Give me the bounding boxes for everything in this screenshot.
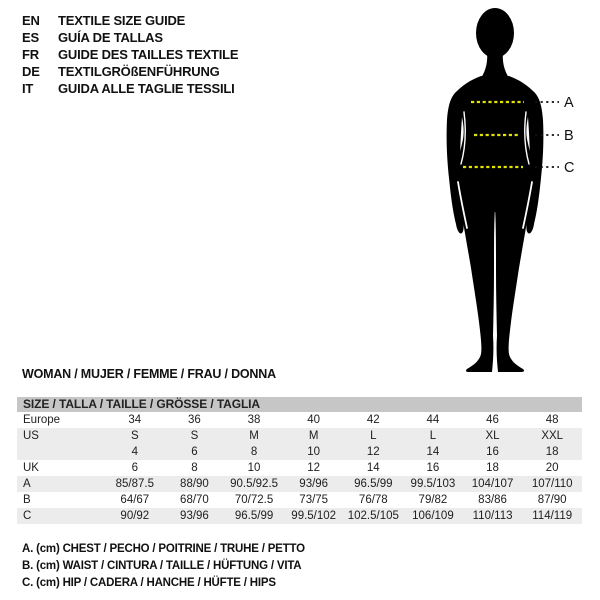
row-label-cell: UK — [23, 462, 39, 474]
size-value-cell: 93/96 — [284, 476, 344, 492]
size-value-cell: 90/92 — [105, 508, 165, 524]
size-table-header-cell: SIZE / TALLA / TAILLE / GRÖSSE / TAGLIA — [17, 397, 582, 412]
size-value-cell: 76/78 — [358, 494, 388, 506]
size-value-cell: 79/82 — [418, 494, 448, 506]
marker-label-a: A — [564, 95, 574, 111]
row-label-cell: A — [17, 476, 105, 492]
size-value-cell: 110/113 — [463, 508, 523, 524]
size-value-cell: 6 — [165, 444, 225, 460]
silhouette-svg — [415, 0, 600, 390]
table-row — [17, 508, 582, 524]
lang-row-es — [22, 29, 238, 46]
woman-silhouette-figure — [415, 0, 600, 390]
size-value-cell: 104/107 — [463, 476, 523, 492]
size-value-cell: 99.5/102 — [284, 508, 344, 524]
size-value-cell: 14 — [366, 462, 380, 474]
size-value-cell: 18 — [486, 462, 499, 474]
legend-chest: A. (cm) CHEST / PECHO / POITRINE / TRUHE / PETTO — [22, 543, 305, 555]
size-value-cell: 38 — [247, 414, 261, 426]
lang-title: GUÍA DE TALLAS — [58, 30, 163, 45]
row-label-cell: C — [17, 508, 105, 524]
lang-code: DE — [22, 64, 40, 79]
size-value-cell: M — [284, 428, 344, 444]
lang-code: ES — [22, 30, 39, 45]
size-value-cell: 40 — [307, 414, 321, 426]
marker-label-c: C — [564, 160, 575, 176]
lang-code: FR — [22, 47, 39, 62]
size-table-header-row — [17, 397, 582, 412]
row-label-cell: Europe — [23, 414, 61, 426]
size-value-cell: 106/109 — [403, 508, 463, 524]
size-value-cell: XL — [463, 428, 523, 444]
lang-row-it — [22, 80, 238, 97]
size-value-cell: 14 — [403, 444, 463, 460]
size-value-cell: 36 — [188, 414, 201, 426]
lang-title: TEXTILE SIZE GUIDE — [58, 13, 186, 28]
size-value-cell: 10 — [247, 462, 261, 474]
lang-row-en — [22, 12, 238, 29]
size-value-cell: 42 — [366, 414, 380, 426]
size-value-cell: 85/87.5 — [105, 476, 165, 492]
lang-code: EN — [22, 13, 40, 28]
size-value-cell: 12 — [307, 462, 321, 474]
marker-label-b: B — [564, 128, 574, 144]
size-value-cell: 73/75 — [299, 494, 329, 506]
silhouette-left-leg — [459, 194, 495, 372]
language-title-block — [22, 12, 238, 97]
row-label-cell: US — [17, 428, 105, 444]
size-value-cell: 12 — [344, 444, 404, 460]
size-value-cell: S — [165, 428, 225, 444]
size-value-cell: 6 — [131, 462, 139, 474]
lang-title: GUIDE DES TAILLES TEXTILE — [58, 47, 239, 62]
size-value-cell: 8 — [191, 462, 198, 474]
table-row — [17, 476, 582, 492]
lang-row-fr — [22, 46, 238, 63]
size-value-cell: 48 — [545, 414, 559, 426]
size-value-cell: 93/96 — [165, 508, 225, 524]
size-value-cell: S — [105, 428, 165, 444]
size-value-cell: L — [344, 428, 404, 444]
size-value-cell: M — [224, 428, 284, 444]
size-value-cell: 16 — [426, 462, 440, 474]
size-value-cell: 83/86 — [478, 494, 507, 506]
size-value-cell: 114/119 — [522, 508, 582, 524]
measurement-legend — [22, 541, 305, 592]
size-value-cell: XXL — [522, 428, 582, 444]
lang-code: IT — [22, 81, 34, 96]
woman-group-title: WOMAN / MUJER / FEMME / FRAU / DONNA — [22, 367, 276, 381]
size-value-cell: 44 — [426, 414, 440, 426]
size-value-cell: 90.5/92.5 — [224, 476, 284, 492]
size-value-cell: 87/90 — [537, 494, 567, 506]
size-value-cell: L — [403, 428, 463, 444]
size-value-cell: 20 — [545, 462, 559, 474]
size-value-cell: 8 — [224, 444, 284, 460]
size-value-cell: 99.5/103 — [403, 476, 463, 492]
size-value-cell: 96.5/99 — [224, 508, 284, 524]
size-value-cell: 64/67 — [120, 494, 150, 506]
legend-hip: C. (cm) HIP / CADERA / HANCHE / HÜFTE / HIPS — [22, 577, 276, 589]
size-value-cell: 34 — [128, 414, 142, 426]
size-value-cell: 88/90 — [165, 476, 225, 492]
size-value-cell: 70/72.5 — [234, 494, 274, 506]
size-value-cell: 96.5/99 — [344, 476, 404, 492]
size-value-cell: 16 — [463, 444, 523, 460]
size-value-cell: 10 — [284, 444, 344, 460]
size-value-cell: 18 — [522, 444, 582, 460]
size-value-cell: 46 — [486, 414, 499, 426]
lang-title: TEXTILGRÖßENFÜHRUNG — [58, 64, 220, 79]
table-row — [17, 460, 582, 476]
silhouette-torso — [454, 76, 536, 212]
row-label-cell: B — [23, 494, 31, 506]
size-value-cell: 68/70 — [180, 494, 209, 506]
size-table — [17, 397, 582, 524]
size-value-cell: 4 — [105, 444, 165, 460]
table-row — [17, 412, 582, 428]
table-row — [17, 444, 582, 460]
legend-waist: B. (cm) WAIST / CINTURA / TAILLE / HÜFTUNG / VITA — [22, 560, 302, 572]
size-value-cell: 107/110 — [522, 476, 582, 492]
woman-silhouette — [447, 8, 544, 372]
table-row — [17, 428, 582, 444]
row-label-cell — [17, 444, 105, 460]
lang-title: GUIDA ALLE TAGLIE TESSILI — [58, 81, 235, 96]
table-row — [17, 492, 582, 508]
silhouette-right-leg — [495, 194, 531, 372]
size-value-cell: 102.5/105 — [344, 508, 404, 524]
lang-row-de — [22, 63, 238, 80]
